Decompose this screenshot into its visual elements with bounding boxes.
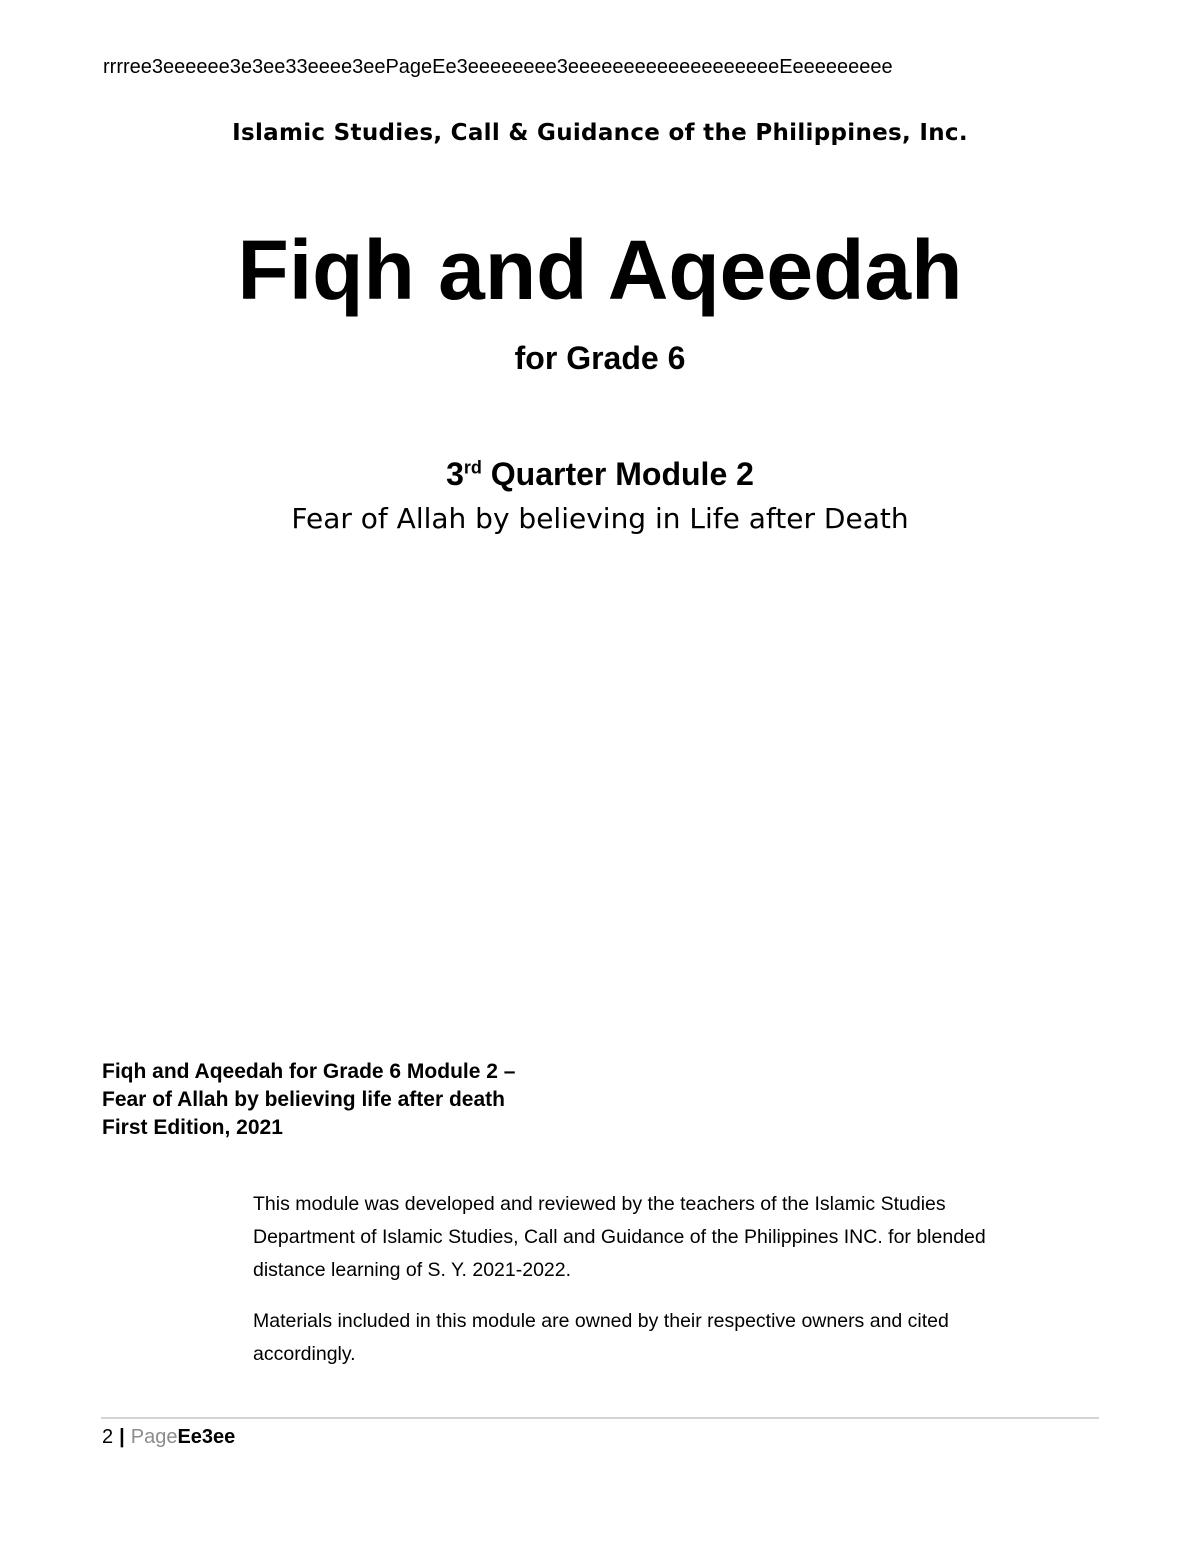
page-header-text: rrrree3eeeeee3e3ee33eeee3eePageEe3eeeeeeee3eeeeeeeeeeeeeeeeeeeEeeeeeeeee bbox=[103, 56, 893, 78]
organization-name: Islamic Studies, Call & Guidance of the Philippines, Inc. bbox=[232, 120, 968, 146]
quarter-number: 3 bbox=[446, 456, 464, 492]
development-note: This module was developed and reviewed by the teachers of the Islamic Studies Department of Islamic Studies, Call and Guidance of the Philippines INC. for blended distance learning of S. Y. 2021-2022. bbox=[253, 1193, 986, 1281]
footer-page-word: Page bbox=[130, 1426, 178, 1448]
page-footer bbox=[102, 1426, 235, 1449]
quarter-ordinal-suffix: rd bbox=[463, 457, 482, 478]
quarter-module-label: Quarter Module 2 bbox=[481, 456, 754, 492]
document-title: Fiqh and Aqeedah bbox=[237, 223, 963, 317]
grade-level: for Grade 6 bbox=[514, 340, 686, 376]
edition-line: First Edition, 2021 bbox=[102, 1116, 283, 1139]
materials-note: Materials included in this module are owned by their respective owners and cited accordingly. bbox=[253, 1310, 949, 1365]
edition-block bbox=[102, 1058, 515, 1142]
module-subtitle: Fear of Allah by believing in Life after Death bbox=[291, 502, 909, 535]
footer-divider bbox=[101, 1417, 1099, 1419]
quarter-module-heading bbox=[0, 456, 1200, 493]
edition-line: Fear of Allah by believing life after death bbox=[102, 1088, 505, 1111]
footer-page-suffix: Ee3ee bbox=[177, 1426, 236, 1448]
edition-line: Fiqh and Aqeedah for Grade 6 Module 2 – bbox=[102, 1060, 516, 1083]
footer-separator: | bbox=[119, 1426, 125, 1448]
footer-page-number: 2 bbox=[102, 1426, 114, 1448]
module-notes bbox=[253, 1188, 993, 1389]
